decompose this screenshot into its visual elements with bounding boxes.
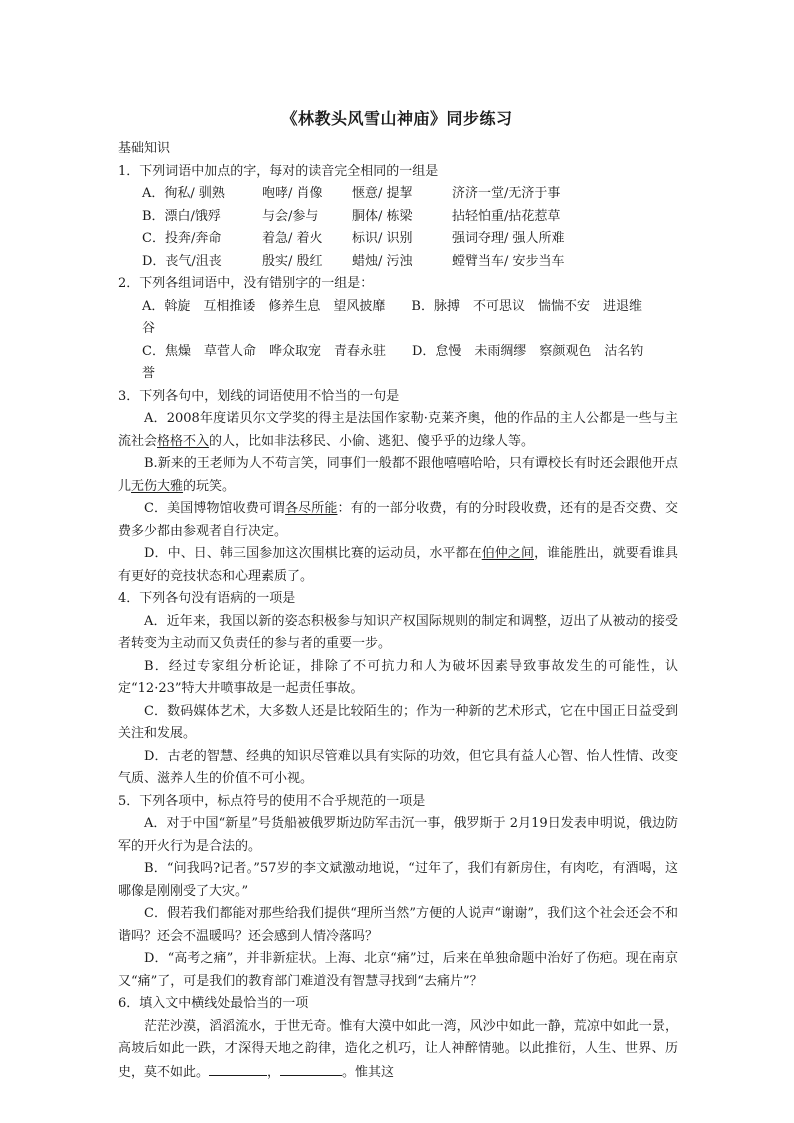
q6-passage-text: 茫茫沙漠，滔滔流水，于世无奇。惟有大漠中如此一湾，风沙中如此一静，荒凉中如此一景，高坡后如此一跌，才深得天地之韵律，造化之机巧，让人神醉情驰。以此推衍，人生、世界、历史，莫不如此。 <box>118 1018 678 1080</box>
q4-option-a: A．近年来，我国以新的姿态积极参与知识产权国际规则的制定和调整，迈出了从被动的接受者转变为主动而又负责任的参与者的重要一步。 <box>118 613 678 651</box>
q4-option-d: D．古老的智慧、经典的知识尽管难以具有实际的功效，但它具有益人心智、怡人性情、改变气质、滋养人生的价值不可小视。 <box>118 748 678 786</box>
q1-b-3: 胴体/ 栋梁 <box>352 208 413 224</box>
q1-b-1: B．漂白/饿殍 <box>142 208 221 224</box>
q3-option-a <box>118 408 678 453</box>
q3-a-text: A．2008年度诺贝尔文学奖的得主是法国作家勒·克莱齐奥，他的作品的主人公都是一些与主流社会 <box>118 411 678 449</box>
question-1-stem: 1．下列词语中加点的字，每对的读音完全相同的一组是 <box>118 163 439 179</box>
q3-option-c <box>118 498 678 543</box>
q1-b-4: 拈轻怕重/拈花惹草 <box>452 208 561 224</box>
q5-option-c: C．假若我们都能对那些给我们提供“理所当然”方便的人说声“谢谢”，我们这个社会还会不和谐吗？还会不温暖吗？还会感到人情冷落吗？ <box>118 906 678 944</box>
section-heading: 基础知识 <box>118 141 171 156</box>
q3-option-b <box>118 453 678 498</box>
q3-c-underlined: 各尽所能 <box>285 501 338 516</box>
q4-option-c: C．数码媒体艺术，大多数人还是比较陌生的；作为一种新的艺术形式，它在中国正日益受到关注和发展。 <box>118 703 678 741</box>
q1-option-d <box>118 251 678 274</box>
q2-option-ab-cont: 谷 <box>142 321 156 336</box>
q3-option-d <box>118 543 678 588</box>
q1-option-c <box>118 228 678 251</box>
q1-a-3: 惬意/ 提挈 <box>352 186 413 201</box>
q2-option-ab: A．斡旋 互相推诿 修养生息 望风披靡 B．脉搏 不可思议 惴惴不安 进退维 <box>142 298 642 314</box>
q4-option-b: B．经过专家组分析论证，排除了不可抗力和人为破坏因素导致事故发生的可能性，认定“12·23”特大井喷事故是一起责任事故。 <box>118 658 678 696</box>
q1-c-4: 强词夺理/ 强人所难 <box>452 231 565 246</box>
q5-option-b: B．“问我吗?记者。”57岁的李文斌激动地说，“过年了，我们有新房住，有肉吃，有酒喝，这哪像是刚刚受了大灾。” <box>118 861 678 899</box>
q1-c-1: C．投奔/奔命 <box>142 231 222 246</box>
q1-option-a <box>118 183 678 206</box>
q3-b-underlined: 无伤大雅 <box>131 478 184 494</box>
q1-a-1: A．徇私/ 驯熟 <box>142 186 225 201</box>
q6-passage-tail: 。惟其这 <box>342 1064 395 1080</box>
q1-c-2: 着急/ 着火 <box>262 231 323 246</box>
q3-b-text-end: 的玩笑。 <box>183 478 236 494</box>
q1-option-b <box>118 206 678 229</box>
q6-passage <box>118 1016 678 1085</box>
q1-c-3: 标识/ 识别 <box>352 231 413 246</box>
q3-a-text-end: 的人，比如非法移民、小偷、逃犯、傻乎乎的边缘人等。 <box>209 433 535 449</box>
answer-blank-1[interactable] <box>209 1061 267 1076</box>
question-3-stem: 3．下列各句中，划线的词语使用不恰当的一句是 <box>118 388 400 404</box>
exercise-body <box>118 138 678 1084</box>
q3-a-underlined: 格格不入 <box>157 433 210 449</box>
q3-d-text-end: ，谁能胜出，就要看谁具有更好的竞技状态和心理素质了。 <box>118 546 678 584</box>
answer-blank-2[interactable] <box>280 1061 342 1076</box>
q1-b-2: 与会/参与 <box>262 208 319 224</box>
question-6-stem: 6．填入文中横线处最恰当的一项 <box>118 996 309 1011</box>
q3-c-text-end: ：有的一部分收费，有的分时段收费，还有的是否交费、交费多少都由参观者自行决定。 <box>118 501 678 539</box>
q1-a-4: 济济一堂/无济于事 <box>452 186 561 201</box>
q3-d-underlined: 伯仲之间 <box>481 546 535 561</box>
q3-c-text: C．美国博物馆收费可谓 <box>144 501 286 516</box>
q2-option-cd: C．焦燥 草菅人命 哗众取宠 青春永驻 D．怠慢 未雨绸缪 察颜观色 沽名钓 <box>142 343 644 359</box>
q6-comma: ， <box>267 1064 281 1080</box>
q5-option-d: D．“高考之痛”，并非新症状。上海、北京“痛”过，后来在单独命题中治好了伤疤。现在南京又“痛”了，可是我们的教育部门难道没有智慧寻找到“去痛片”？ <box>118 951 678 989</box>
q1-d-4: 螳臂当车/ 安步当车 <box>452 253 565 269</box>
q3-d-text: D．中、日、韩三国参加这次围棋比赛的运动员，水平都在 <box>144 546 482 561</box>
question-4-stem: 4．下列各句没有语病的一项是 <box>118 591 296 606</box>
q1-d-1: D．丧气/沮丧 <box>142 253 222 269</box>
question-5-stem: 5．下列各项中，标点符号的使用不合乎规范的一项是 <box>118 793 426 809</box>
q5-option-a: A．对于中国“新星”号货船被俄罗斯边防军击沉一事，俄罗斯于 2月19日发表申明说，俄边防军的开火行为是合法的。 <box>118 816 678 854</box>
q1-d-2: 殷实/ 殷红 <box>262 253 323 269</box>
page-title: 《林教头风雪山神庙》同步练习 <box>281 109 513 128</box>
q3-b-text: B.新来的王老师为人不苟言笑，同事们一般都不跟他嘻嘻哈哈，只有谭校长有时还会跟他开点儿 <box>118 456 678 494</box>
question-2-stem: 2．下列各组词语中，没有错别字的一组是： <box>118 276 374 291</box>
q1-a-2: 咆哮/ 肖像 <box>262 186 323 201</box>
q2-option-cd-cont: 誉 <box>142 366 156 381</box>
q1-d-3: 蜡烛/ 污浊 <box>352 253 413 269</box>
